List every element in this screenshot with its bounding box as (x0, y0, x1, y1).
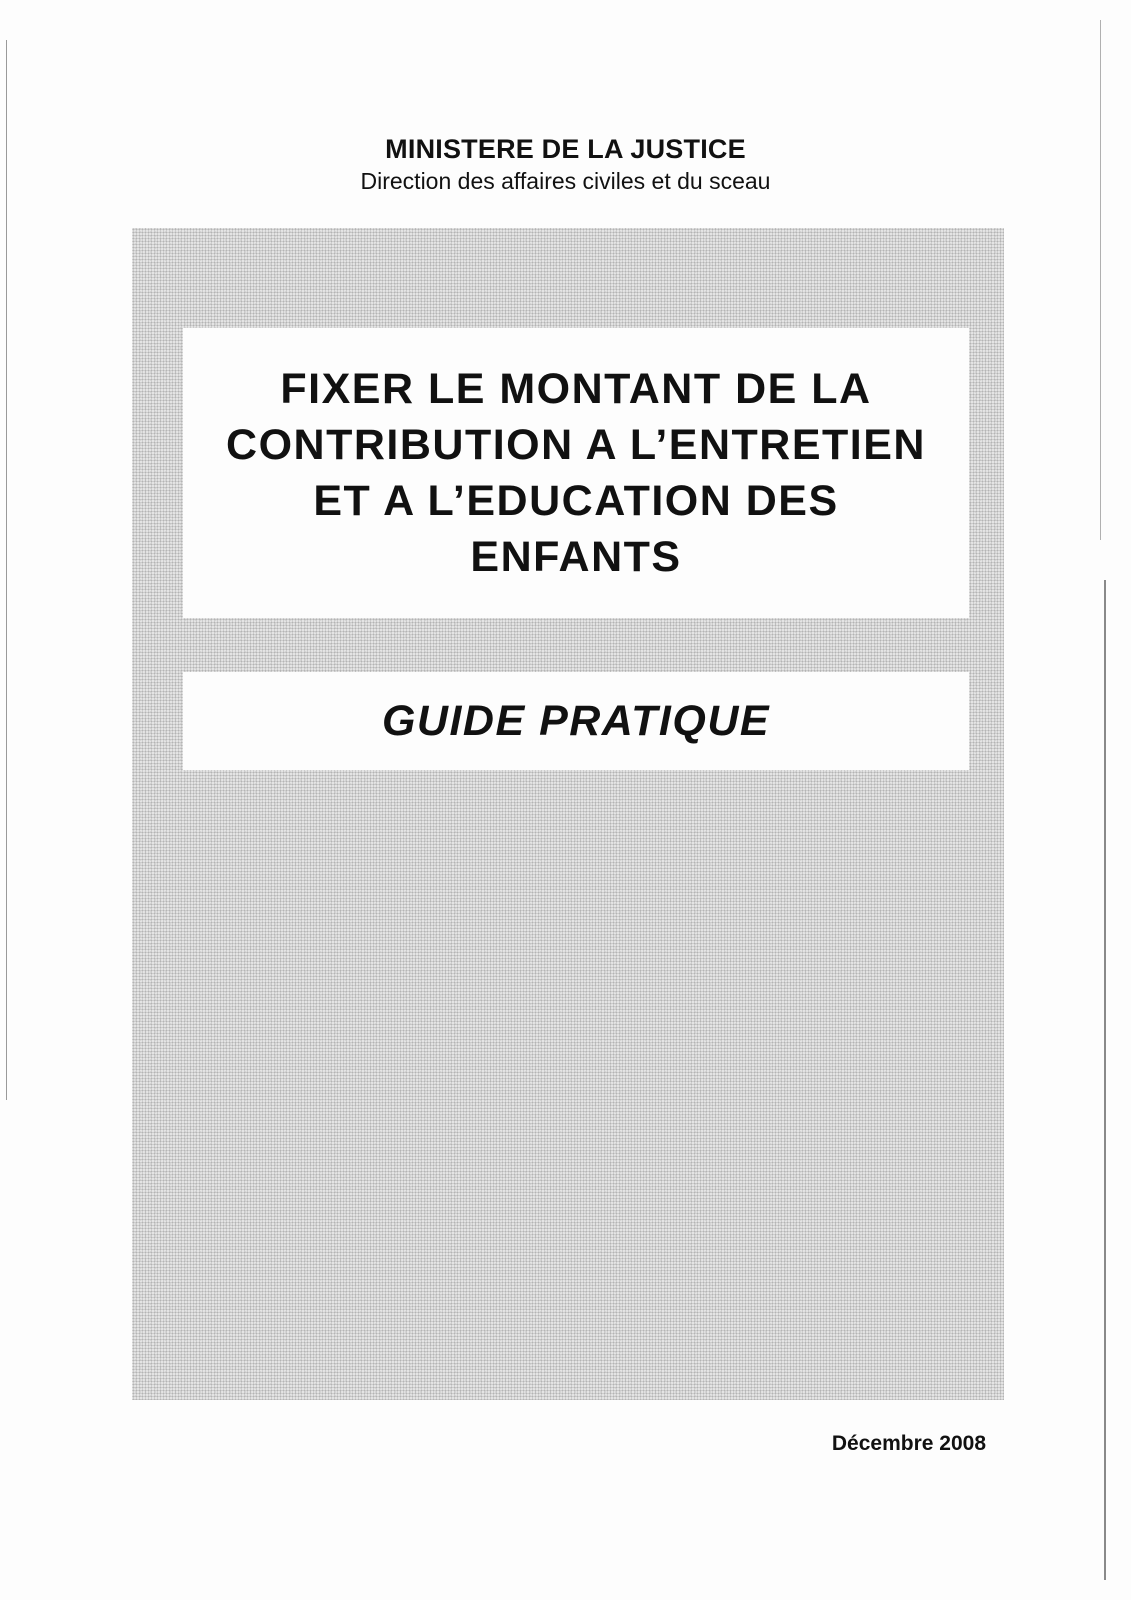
title-line-1: FIXER LE MONTANT DE LA (280, 365, 872, 413)
title-line-4: ENFANTS (470, 533, 682, 581)
scan-edge-right (1104, 580, 1106, 1580)
direction-name: Direction des affaires civiles et du sceau (360, 168, 771, 194)
subtitle-box (183, 672, 969, 770)
document-subtitle: GUIDE PRATIQUE (381, 696, 771, 745)
publication-date: Décembre 2008 (831, 1432, 986, 1455)
scan-edge-right-top (1100, 20, 1101, 540)
title-line-3: ET A L’EDUCATION DES (313, 477, 839, 525)
document-header (0, 132, 1131, 196)
scan-edge-left (6, 40, 7, 1100)
document-title (226, 361, 926, 585)
title-line-2: CONTRIBUTION A L’ENTRETIEN (226, 421, 926, 469)
ministry-name: MINISTERE DE LA JUSTICE (385, 134, 746, 164)
title-box (183, 328, 969, 618)
